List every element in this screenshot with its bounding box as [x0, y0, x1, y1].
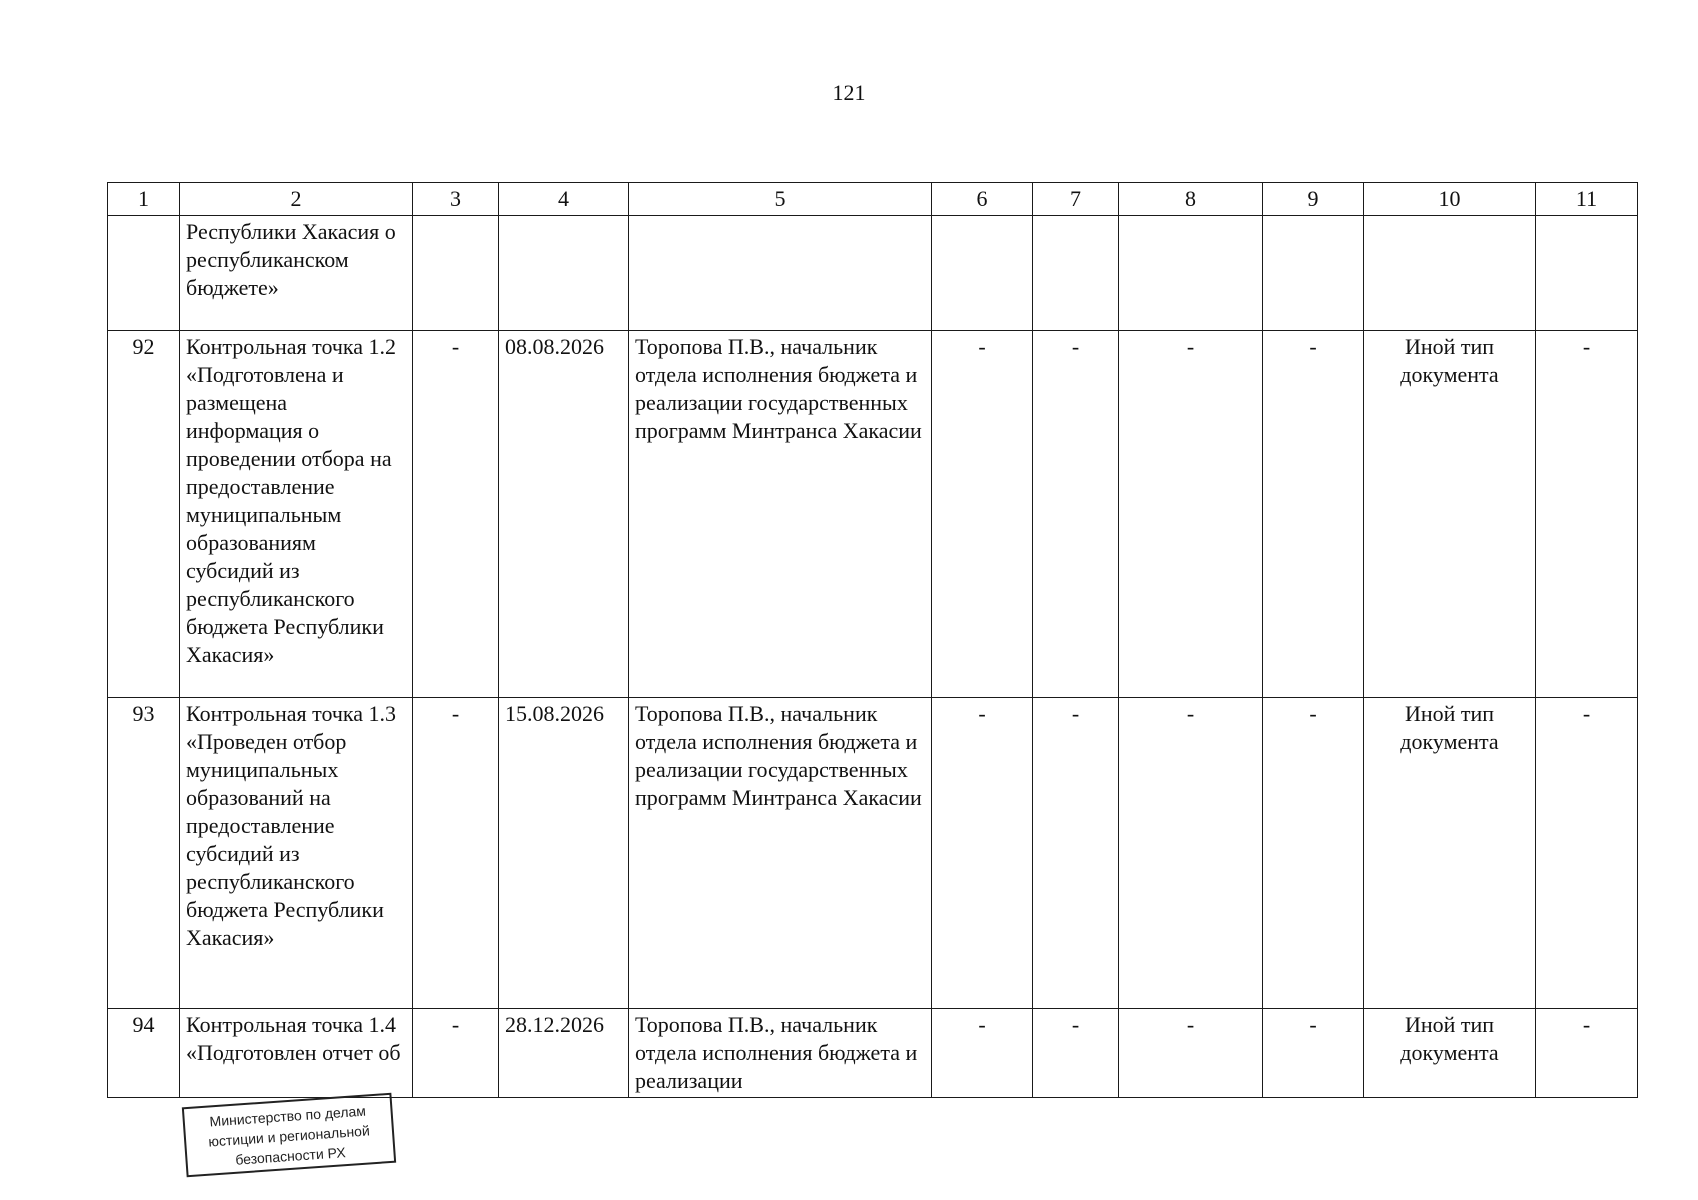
table-row: [108, 1009, 1638, 1098]
header-col-10: 10: [1364, 183, 1536, 216]
cell-name: Республики Хакасия о республиканском бюджете»: [180, 216, 413, 331]
cell-col11: [1536, 216, 1638, 331]
cell-col11: -: [1536, 331, 1638, 698]
cell-responsible: Торопова П.В., начальник отдела исполнения бюджета и реализации государственных программ Минтранса Хакасии: [629, 698, 932, 1009]
cell-col11: -: [1536, 698, 1638, 1009]
cell-col11: -: [1536, 1009, 1638, 1098]
cell-col3: -: [413, 331, 499, 698]
cell-date: 15.08.2026: [499, 698, 629, 1009]
cell-doc-type: [1364, 216, 1536, 331]
stamp-line-2: юстиции и региональной: [207, 1122, 371, 1150]
cell-col3: -: [413, 1009, 499, 1098]
header-col-8: 8: [1119, 183, 1263, 216]
table-row: [108, 331, 1638, 698]
cell-col8: -: [1119, 331, 1263, 698]
cell-doc-type: Иной тип документа: [1364, 698, 1536, 1009]
cell-num: 94: [108, 1009, 180, 1098]
table-row: [108, 698, 1638, 1009]
cell-col9: [1263, 216, 1364, 331]
cell-col7: -: [1033, 331, 1119, 698]
cell-name: Контрольная точка 1.3 «Проведен отбор муниципальных образований на предоставление субсидий из республиканского бюджета Республики Хакасия»: [180, 698, 413, 1009]
cell-col7: -: [1033, 1009, 1119, 1098]
cell-col8: [1119, 216, 1263, 331]
cell-doc-type: Иной тип документа: [1364, 1009, 1536, 1098]
cell-col6: -: [932, 698, 1033, 1009]
cell-col9: -: [1263, 331, 1364, 698]
header-col-2: 2: [180, 183, 413, 216]
cell-num: 92: [108, 331, 180, 698]
cell-date: 08.08.2026: [499, 331, 629, 698]
cell-col9: -: [1263, 1009, 1364, 1098]
header-col-1: 1: [108, 183, 180, 216]
cell-responsible: Торопова П.В., начальник отдела исполнения бюджета и реализации: [629, 1009, 932, 1098]
cell-col6: [932, 216, 1033, 331]
cell-num: [108, 216, 180, 331]
cell-date: [499, 216, 629, 331]
page-number: 121: [832, 80, 866, 105]
cell-col9: -: [1263, 698, 1364, 1009]
cell-col7: -: [1033, 698, 1119, 1009]
cell-col6: -: [932, 331, 1033, 698]
cell-doc-type: Иной тип документа: [1364, 331, 1536, 698]
control-points-table: [107, 182, 1638, 1098]
header-col-3: 3: [413, 183, 499, 216]
ministry-stamp: [182, 1093, 396, 1177]
cell-col8: -: [1119, 698, 1263, 1009]
header-col-11: 11: [1536, 183, 1638, 216]
header-col-6: 6: [932, 183, 1033, 216]
header-col-5: 5: [629, 183, 932, 216]
stamp-line-3: безопасности РХ: [234, 1144, 347, 1168]
cell-name: Контрольная точка 1.4 «Подготовлен отчет об: [180, 1009, 413, 1098]
cell-col3: [413, 216, 499, 331]
cell-num: 93: [108, 698, 180, 1009]
cell-name: Контрольная точка 1.2 «Подготовлена и размещена информация о проведении отбора на предоставление муниципальным образованиям субсидий из республиканского бюджета Республики Хакасия»: [180, 331, 413, 698]
cell-col3: -: [413, 698, 499, 1009]
header-col-7: 7: [1033, 183, 1119, 216]
header-col-9: 9: [1263, 183, 1364, 216]
cell-responsible: [629, 216, 932, 331]
cell-col7: [1033, 216, 1119, 331]
cell-date: 28.12.2026: [499, 1009, 629, 1098]
cell-col6: -: [932, 1009, 1033, 1098]
stamp-line-1: Министерство по делам: [209, 1102, 367, 1130]
table-header-row: [108, 183, 1638, 216]
cell-col8: -: [1119, 1009, 1263, 1098]
cell-responsible: Торопова П.В., начальник отдела исполнения бюджета и реализации государственных программ Минтранса Хакасии: [629, 331, 932, 698]
header-col-4: 4: [499, 183, 629, 216]
table-row-continuation: [108, 216, 1638, 331]
